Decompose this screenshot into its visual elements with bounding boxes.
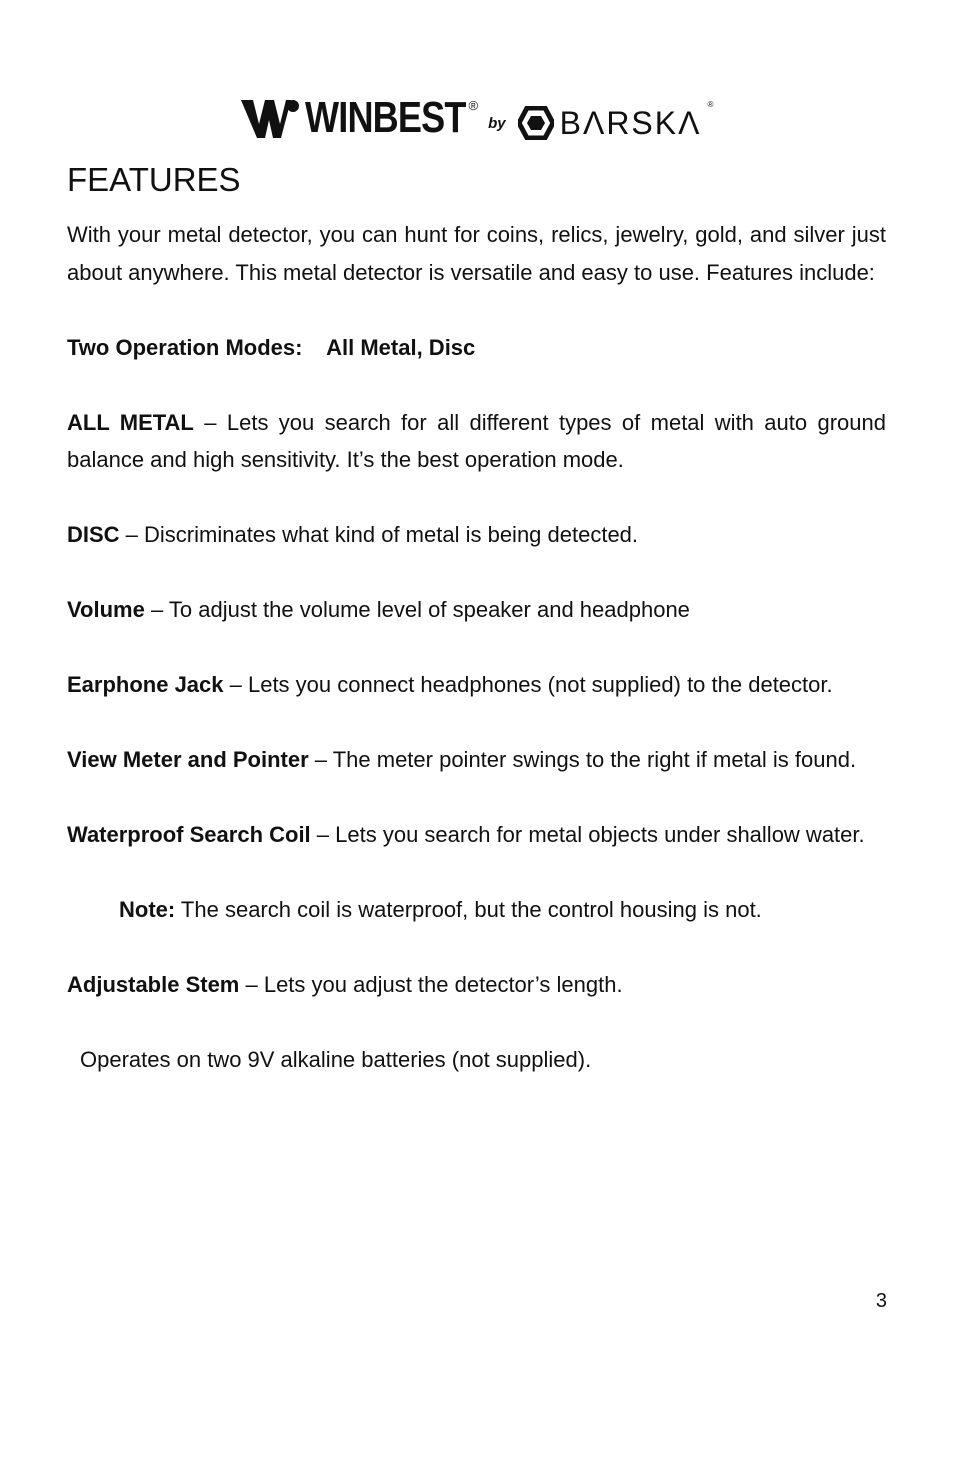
modes-line [67, 329, 886, 367]
page-number: 3 [875, 1290, 887, 1312]
brand-logo [0, 93, 954, 148]
modes-label: Two Operation Modes: [67, 334, 303, 360]
feature-all-metal [67, 404, 886, 479]
feature-earphone-jack [67, 666, 886, 704]
feature-term: View Meter and Pointer [67, 747, 309, 772]
winbest-mark-icon [241, 96, 299, 140]
feature-desc: – Discriminates what kind of metal is being detected. [119, 522, 639, 547]
note-label: Note: [119, 897, 176, 922]
feature-adjustable-stem [67, 966, 886, 1004]
feature-term: DISC [67, 522, 120, 547]
page-title: FEATURES [67, 161, 241, 198]
feature-view-meter [67, 741, 886, 779]
feature-desc: – Lets you search for all different types of metal with auto ground balance and high sensitivity. It’s the best operation mode. [67, 409, 886, 472]
feature-waterproof-coil [67, 816, 886, 854]
feature-term: Waterproof Search Coil [67, 822, 311, 847]
logo-registered: ® [468, 98, 479, 113]
feature-desc: – Lets you connect headphones (not supplied) to the detector. [223, 672, 833, 697]
modes-value: All Metal, Disc [326, 334, 476, 360]
feature-term: Earphone Jack [67, 672, 224, 697]
feature-desc: – Lets you search for metal objects under shallow water. [310, 822, 865, 847]
logo-partner-text: BΛRSKΛ [559, 105, 702, 141]
features-section [67, 158, 886, 1116]
logo-by: by [488, 115, 506, 132]
logo-brand-text: WINBEST [304, 93, 466, 142]
feature-volume [67, 591, 886, 629]
logo-partner-registered: ® [707, 100, 714, 109]
note-text: The search coil is waterproof, but the control housing is not. [175, 897, 762, 922]
feature-desc: – To adjust the volume level of speaker and headphone [144, 597, 690, 622]
feature-term: Volume [67, 597, 145, 622]
feature-disc [67, 516, 886, 554]
intro-paragraph: With your metal detector, you can hunt for coins, relics, jewelry, gold, and silver just about anywhere. This metal detector is versatile and easy to use. Features include: [67, 222, 886, 285]
batteries-paragraph: Operates on two 9V alkaline batteries (not supplied). [80, 1047, 592, 1072]
feature-term: ALL METAL [67, 409, 194, 435]
barska-mark-icon [518, 106, 554, 140]
feature-desc: – Lets you adjust the detector’s length. [239, 972, 623, 997]
feature-term: Adjustable Stem [67, 972, 240, 997]
feature-desc: – The meter pointer swings to the right if metal is found. [308, 747, 857, 772]
note-paragraph [67, 891, 886, 929]
